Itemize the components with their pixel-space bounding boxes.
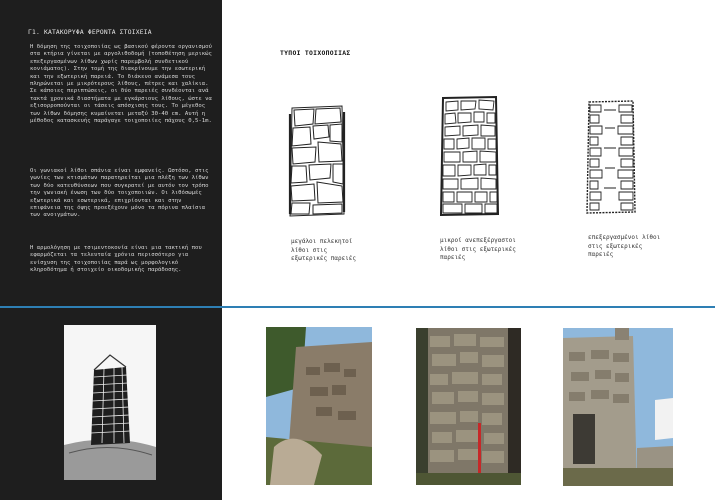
stone-wall-photo: [416, 328, 521, 485]
wall-types-title: ΤΥΠΟΙ ΤΟΙΧΟΠΟΙΙΑΣ: [280, 49, 351, 57]
section-title: Γ1. ΚΑΤΑΚΟΡΥΦΑ ΦΕΡΟΝΤΑ ΣΤΟΙΧΕΙΑ: [28, 29, 152, 36]
tower-sketch-image: [64, 325, 156, 480]
wall-section-sketch-3: [583, 98, 639, 216]
wall-section-sketch-2: [438, 94, 502, 218]
caption-unworked-stones: μικροί ανεπεξέργαστοι λίθοι στις εξωτερικές παρειές: [440, 237, 516, 262]
ruined-wall-photo: [266, 327, 372, 485]
caption-worked-stones: επεξεργασμένοι λίθοι στις εξωτερικές παρειές: [588, 234, 661, 259]
wall-section-sketch-1: [286, 104, 348, 218]
paragraph-masonry: Η δόμηση της τοιχοποιίας ως βασικού φέροντα οργανισμού στα κτήρια γίνεται με αργολιθοδομή (τοποθέτηση μερικώς επεξεργασμένων λίθων χωρίς παρεμβολή συνδετικού κονιάματος). Στην τομή της διακρίνουμε την εσωτερική και την εξωτερική παρειά. Το διάκενο ανάμεσα τους πληρώνεται με μικρότερους λίθους, πέτρες και χαλίκια. Σε κάποιες περιπτώσεις, οι δύο παρειές συνδέονται ανά τακτά χρονικά διαστήματα με εγκάρσιους λίθους, ώστε να εξισορροπούνται οι τάσεις απόσχισης τους. Το μέγεθος των λίθων δόμησης κυμαίνεται μεταξύ 30-40 cm. Αυτή η μέθοδος κατασκευής παράγαγε τοιχοποιίες πάχους 0,5-1m.: [30, 44, 212, 125]
paragraph-corner-stones: Οι γωνιακοί λίθοι σπάνια είναι εμφανείς. Ωστόσο, στις γωνίες των κτισμάτων παρατηρείται μια πλέξη των λίθων των δύο κατευθύνσεων που συγκρατεί με αυτόν τον τρόπο την γωνιακή ένωση των δύο τοιχοποιιών. Οι λιθόσωμές εξωτερικά και εσωτερικά, επιχρίονται και στην επιφάνεια της όψης προεξέχουν μόνο τα πόρινα πλαίσια των ανοιγμάτων.: [30, 168, 209, 219]
paragraph-pointing: Η αρμολόγηση με τσιμεντοκονία είναι μια τακτική που εφαρμόζεται τα τελευταία χρόνια περισσότερο για ενίσχυση της τοιχοποιίας παρά ως μορφολογικό κληροδότημα ή στοιχείο οικοδομικής παράδοσης.: [30, 245, 202, 274]
caption-dressed-stones: μεγάλοι πελεκητοί λίθοι στις εξωτερικές παρειές: [291, 238, 357, 263]
corner-building-photo: [563, 328, 673, 486]
